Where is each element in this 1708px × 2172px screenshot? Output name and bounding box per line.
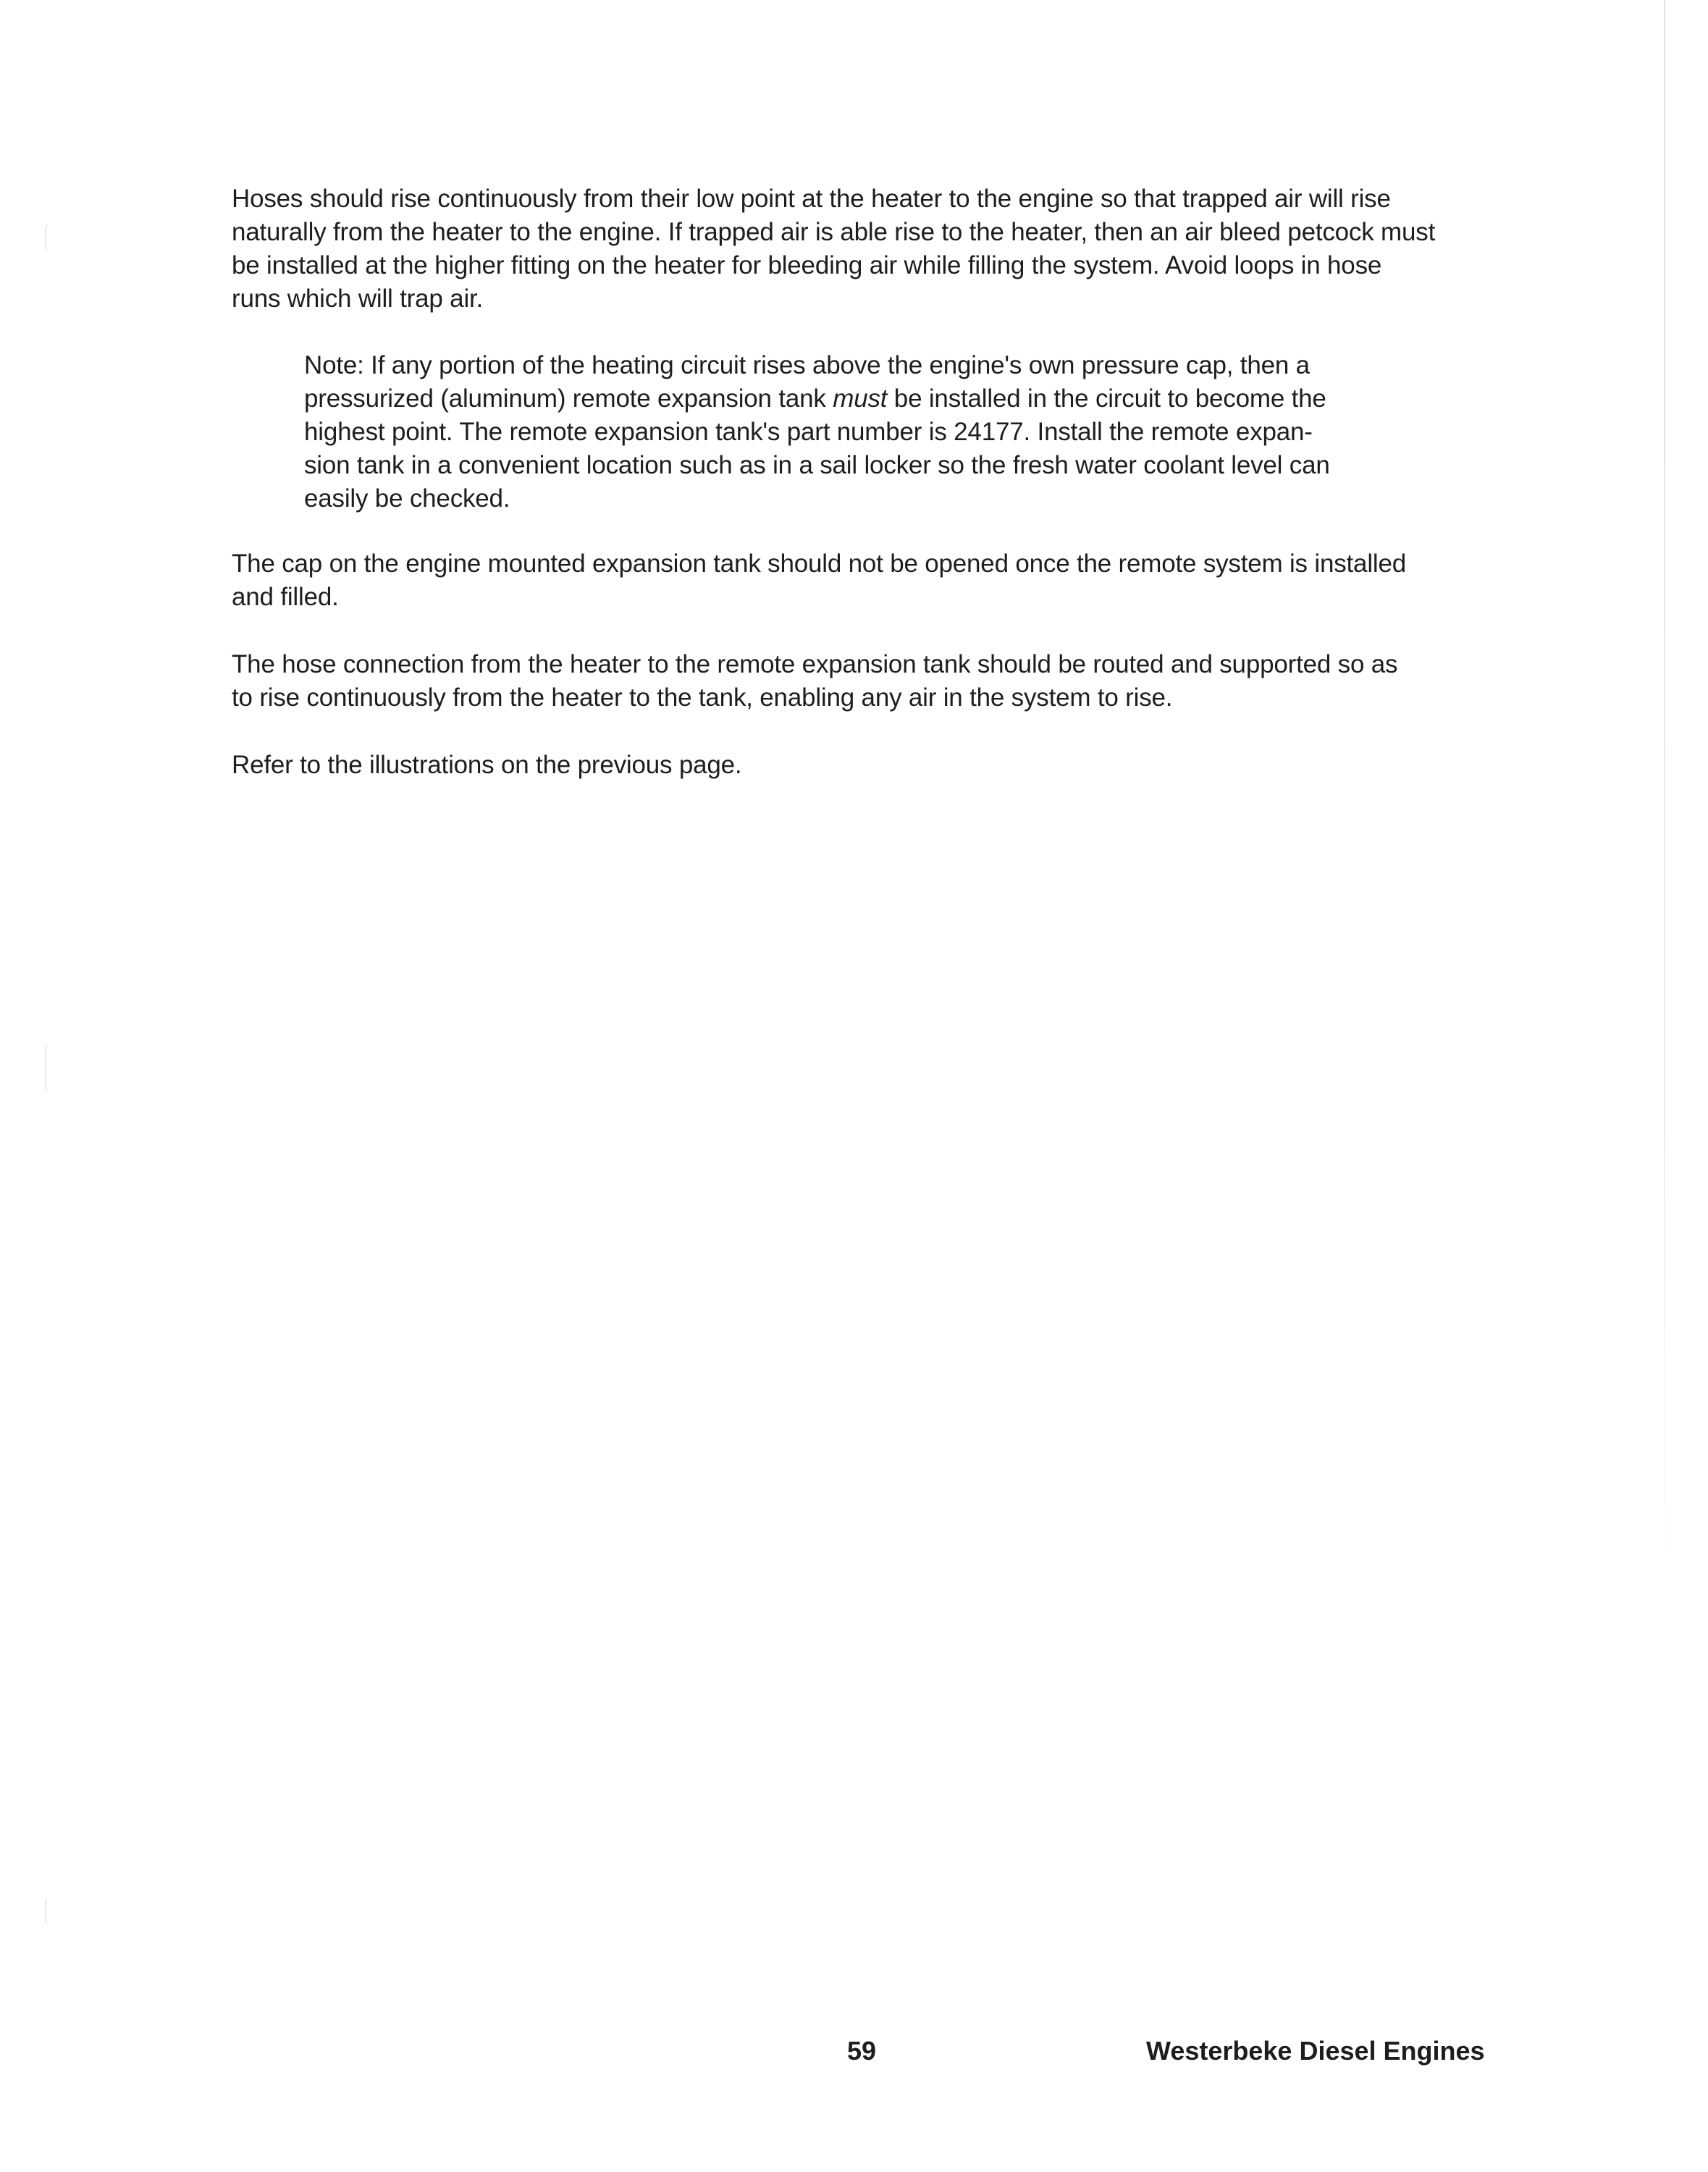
footer-brand: Westerbeke Diesel Engines [1146, 2036, 1485, 2066]
page-number: 59 [847, 2036, 877, 2066]
paragraph-line: The hose connection from the heater to the remote expansion tank should be routed and supported so as [232, 650, 1398, 678]
note-text: be installed in the circuit to become the [887, 384, 1326, 413]
scan-edge-rule [1664, 0, 1665, 1593]
paragraph-line: The cap on the engine mounted expansion tank should not be opened once the remote system is installed [232, 550, 1406, 578]
paragraph-line: runs which will trap air. [232, 285, 484, 313]
note-line [304, 382, 1419, 416]
paragraph-line: naturally from the heater to the engine. If trapped air is able rise to the heater, then an air bleed petcock must [232, 218, 1436, 246]
note-line: sion tank in a convenient location such as in a sail locker so the fresh water coolant level can [304, 451, 1330, 479]
note-block [304, 349, 1419, 515]
note-text: pressurized (aluminum) remote expansion tank [304, 384, 833, 413]
paragraph-line: be installed at the higher fitting on the heater for bleeding air while filling the system. Avoid loops in hose [232, 251, 1382, 279]
note-line: Note: If any portion of the heating circuit rises above the engine's own pressure cap, then a [304, 351, 1310, 379]
paragraph-line: to rise continuously from the heater to the tank, enabling any air in the system to rise. [232, 683, 1173, 712]
paragraph-expansion-cap [232, 547, 1506, 614]
paragraph-refer-illustrations [232, 749, 1506, 782]
note-emphasis: must [833, 384, 888, 413]
scan-mark [45, 223, 51, 252]
note-line: easily be checked. [304, 484, 510, 513]
paragraph-hose-rise [232, 182, 1506, 316]
paragraph-line: Hoses should rise continuously from their low point at the heater to the engine so that trapped air will rise [232, 185, 1391, 213]
paragraph-line: Refer to the illustrations on the previous page. [232, 751, 742, 779]
scan-mark [45, 1043, 51, 1093]
scan-mark [45, 1897, 51, 1926]
paragraph-hose-connection [232, 648, 1506, 715]
note-line: highest point. The remote expansion tank's part number is 24177. Install the remote expan- [304, 418, 1313, 446]
paragraph-line: and filled. [232, 583, 339, 611]
